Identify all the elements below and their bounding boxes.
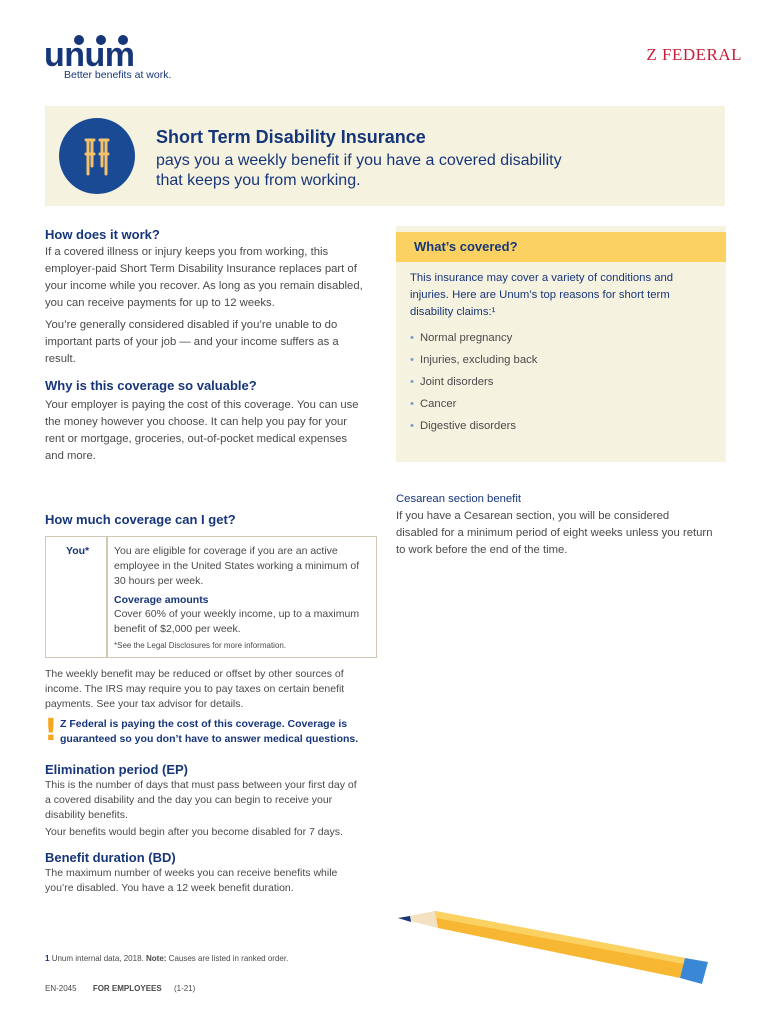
list-item: • Joint disorders (410, 371, 710, 393)
footnote (45, 954, 288, 963)
coverage-amounts-label: Coverage amounts (114, 594, 209, 606)
product-title: Short Term Disability Insurance (156, 127, 426, 147)
footnote-text: Unum internal data, 2018. (51, 954, 144, 963)
coverage-divider (106, 537, 108, 657)
notice-text: Z Federal is paying the cost of this coverage. Coverage is guaranteed so you don’t have to answer medical questions. (60, 718, 359, 745)
footer-code: EN-2045 (45, 984, 77, 993)
offset-text: The weekly benefit may be reduced or offset by other sources of income. The IRS may require you to pay taxes on certain benefit payments. See your tax advisor for details. (45, 668, 345, 710)
footnote-num: 1 (45, 954, 50, 963)
list-item: • Digestive disorders (410, 415, 710, 437)
whats-covered-intro: This insurance may cover a variety of conditions and injuries. Here are Unum’s top reasons for short term disability claims:¹ (410, 272, 674, 318)
how-it-works-p1: If a covered illness or injury keeps you from working, this employer-paid Short Term Disability Insurance replaces part of your income while you recover. As long as you remain disabled, you can receive payments for up to 12 weeks. (45, 246, 363, 309)
coverage-box (45, 536, 377, 658)
coverage-disclosure: *See the Legal Disclosures for more information. (114, 641, 287, 650)
logo-wordmark: unum (44, 36, 135, 74)
exclamation-icon: ! (44, 713, 58, 748)
product-subtitle-2: that keeps you from working. (156, 172, 361, 189)
unum-logo (44, 30, 174, 82)
elimination-p2: Your benefits would begin after you become disabled for 7 days. (45, 826, 343, 838)
whats-covered-heading-text: What’s covered? (414, 239, 518, 254)
coverage-heading: How much coverage can I get? (45, 512, 236, 527)
whats-covered-list (410, 327, 710, 437)
cesarean-heading: Cesarean section benefit (396, 493, 521, 505)
coverage-amounts-text: Cover 60% of your weekly income, up to a maximum benefit of $2,000 per week. (114, 608, 360, 635)
whats-covered-panel (396, 226, 726, 462)
coverage-who: You* (66, 545, 90, 557)
footer (45, 984, 195, 993)
logo-tagline: Better benefits at work. (64, 69, 172, 81)
how-it-works-heading: How does it work? (45, 227, 160, 242)
list-item: • Normal pregnancy (410, 327, 710, 349)
employer-name: Z FEDERAL (646, 45, 742, 64)
footnote-note-label: Note: (145, 954, 167, 963)
list-item: • Injuries, excluding back (410, 349, 710, 371)
footer-audience: FOR EMPLOYEES (92, 984, 162, 993)
coverage-eligibility: You are eligible for coverage if you are an active employee in the United States working a minimum of 30 hours per week. (114, 545, 360, 587)
footer-date: (1-21) (173, 984, 196, 993)
how-it-works-p2: You’re generally considered disabled if you’re unable to do important parts of your job — and your income suffers as a result. (45, 319, 339, 365)
duration-heading: Benefit duration (BD) (45, 850, 176, 865)
elimination-heading: Elimination period (EP) (45, 762, 189, 777)
crutches-icon (59, 118, 135, 194)
whats-covered-heading (396, 232, 726, 262)
elimination-p1: This is the number of days that must pass between your first day of a covered disability and the day you can begin to receive your disability benefits. (45, 779, 357, 821)
pencil-icon (390, 900, 720, 985)
product-banner (45, 106, 725, 206)
product-subtitle-1: pays you a weekly benefit if you have a covered disability (156, 152, 562, 169)
footnote-note-text: Causes are listed in ranked order. (168, 954, 289, 963)
list-item: • Cancer (410, 393, 710, 415)
valuable-p1: Your employer is paying the cost of this coverage. You can use the money however you choose. It can help you pay for your rent or mortgage, groceries, out-of-pocket medical expenses and more. (45, 399, 359, 462)
valuable-heading: Why is this coverage so valuable? (45, 378, 257, 393)
duration-p1: The maximum number of weeks you can receive benefits while you’re disabled. You have a 12 week benefit duration. (45, 867, 338, 894)
cesarean-text: If you have a Cesarean section, you will be considered disabled for a minimum period of eight weeks unless you return to work before the end of the time. (396, 510, 713, 556)
